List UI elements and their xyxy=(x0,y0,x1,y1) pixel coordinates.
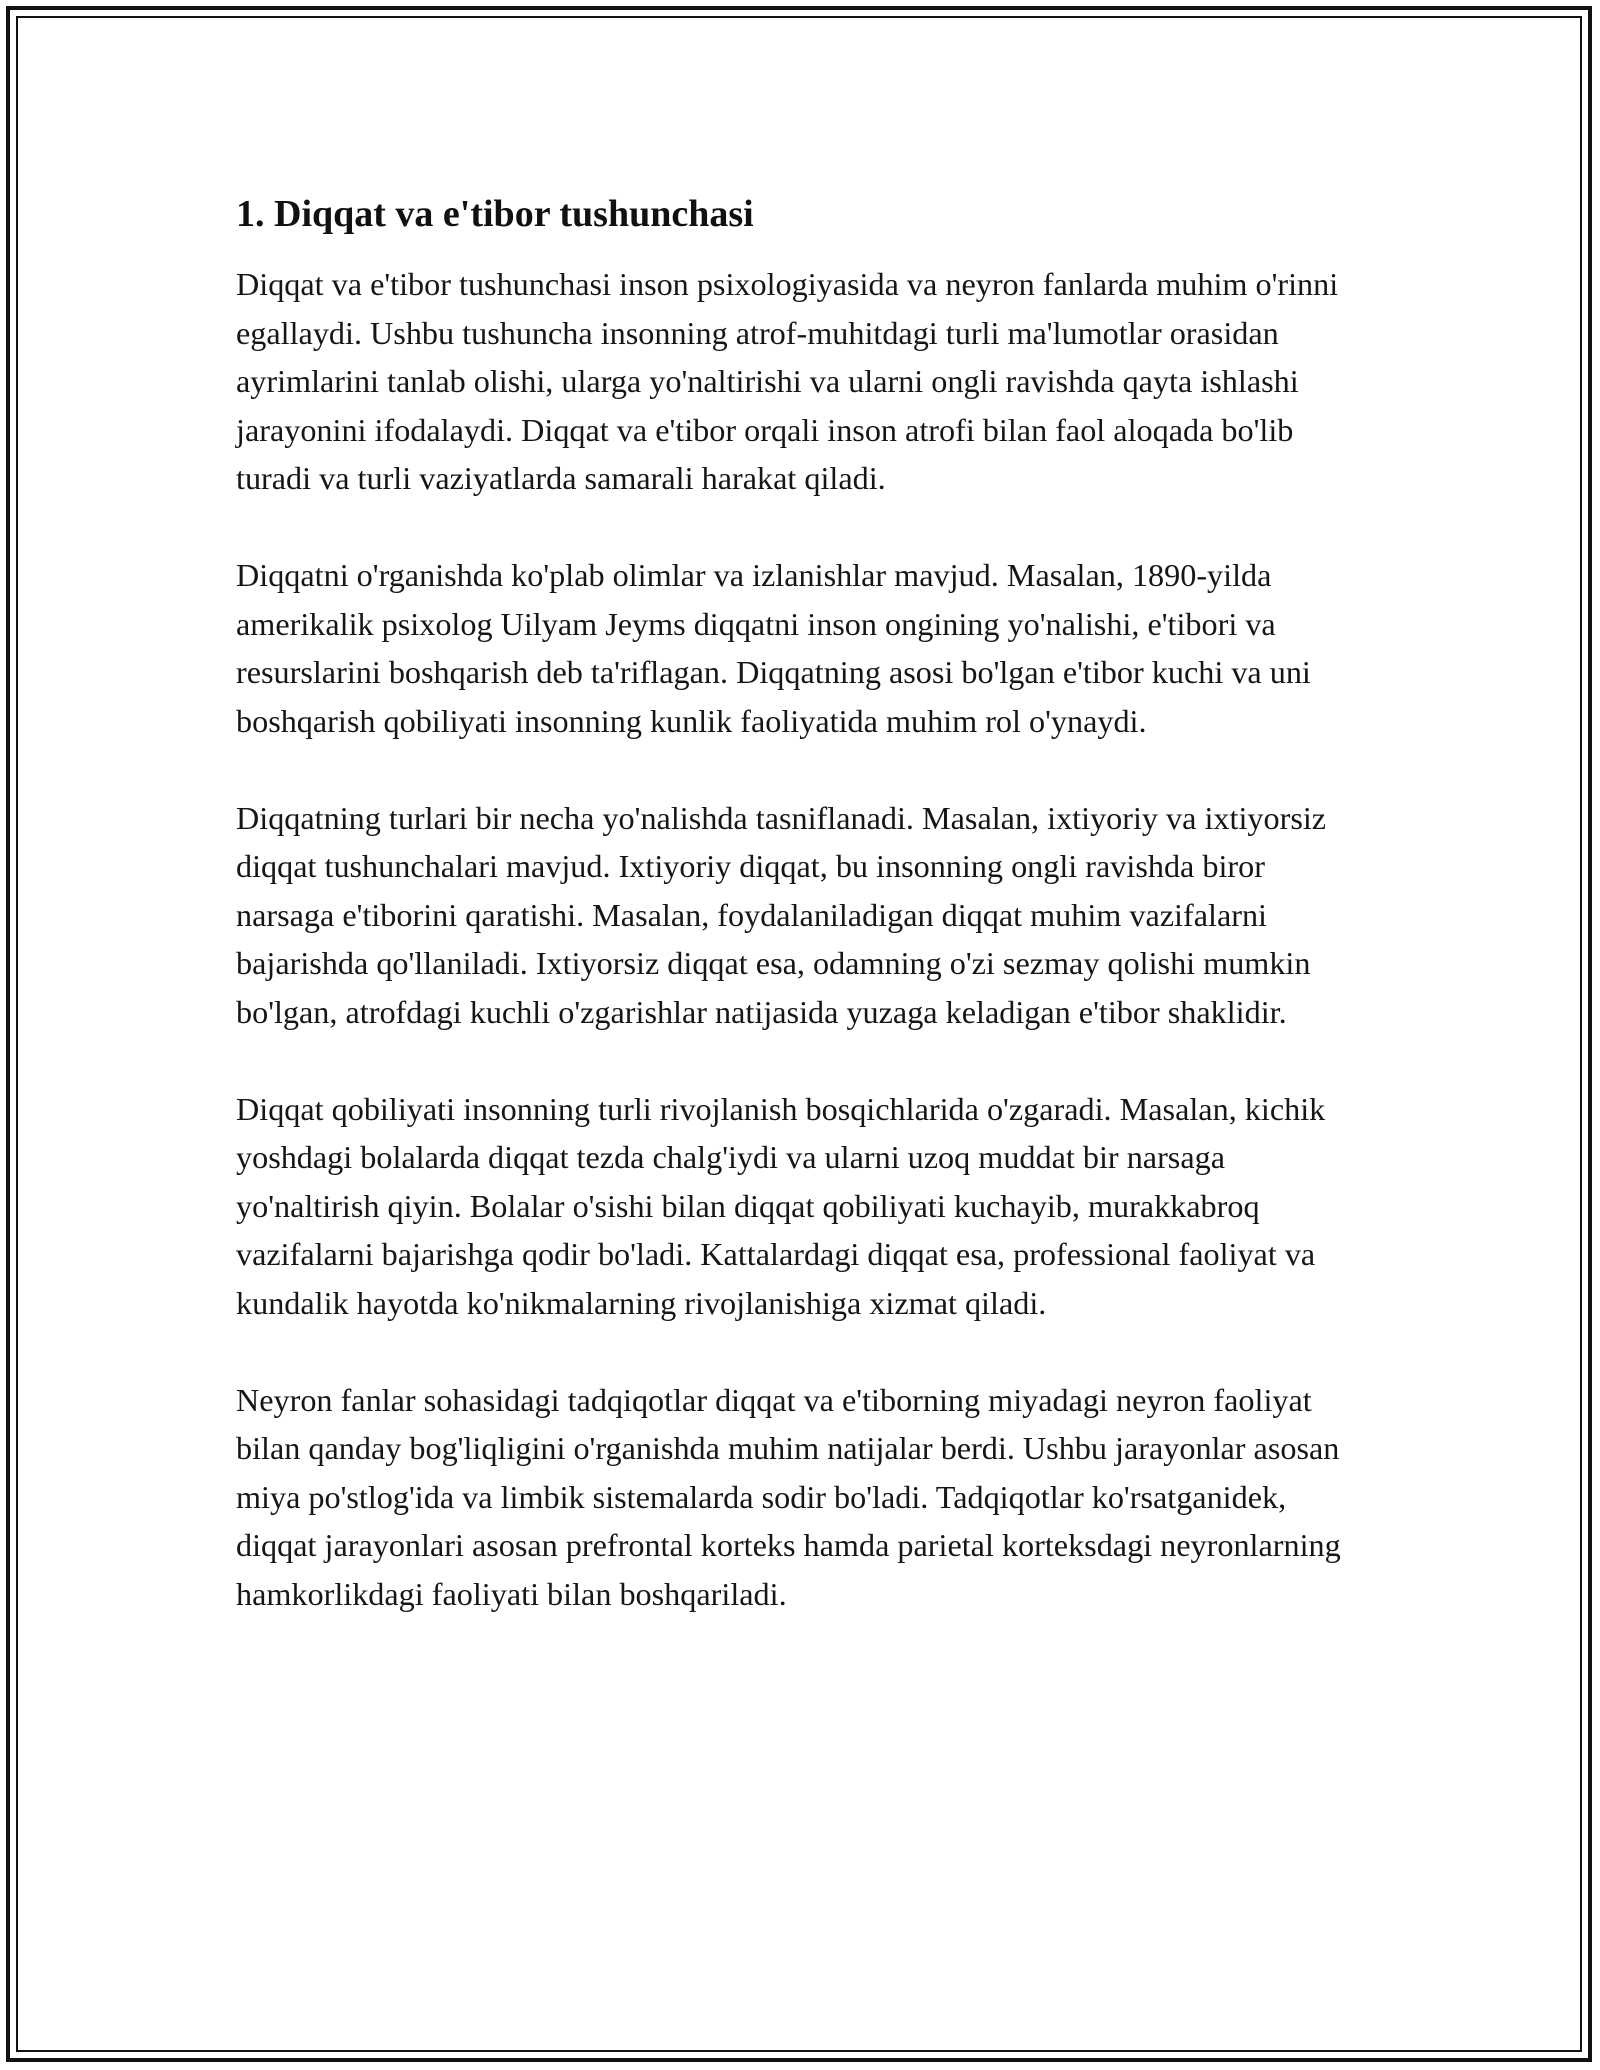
paragraph-history: Diqqatni o'rganishda ko'plab olimlar va izlanishlar mavjud. Masalan, 1890-yilda amerikalik psixolog Uilyam Jeyms diqqatni inson ongining yo'nalishi, e'tibori va resurslarini boshqarish deb ta'riflagan. Diqqatning asosi bo'lgan e'tibor kuchi va uni boshqarish qobiliyati insonning kunlik faoliyatida muhim rol o'ynaydi. xyxy=(236,557,1311,739)
document-body xyxy=(236,186,1360,1667)
paragraph-development: Diqqat qobiliyati insonning turli rivojlanish bosqichlarida o'zgaradi. Masalan, kichik yoshdagi bolalarda diqqat tezda chalg'iydi va ularni uzoq muddat bir narsaga yo'naltirish qiyin. Bolalar o'sishi bilan diqqat qobiliyati kuchayib, murakkabroq vazifalarni bajarishga qodir bo'ladi. Kattalardagi diqqat esa, professional faoliyat va kundalik hayotda ko'nikmalarning rivojlanishiga xizmat qiladi. xyxy=(236,1090,1326,1321)
section-heading: 1. Diqqat va e'tibor tushunchasi xyxy=(236,193,754,235)
paragraph-definition: Diqqat va e'tibor tushunchasi inson psixologiyasida va neyron fanlarda muhim o'rinni egallaydi. Ushbu tushuncha insonning atrof-muhitdagi turli ma'lumotlar orasidan ayrimlarini tanlab olishi, ularga yo'naltirishi va ularni ongli ravishda qayta ishlashi jarayonini ifodalaydi. Diqqat va e'tibor orqali inson atrofi bilan faol aloqada bo'lib turadi va turli vaziyatlarda samarali harakat qiladi. xyxy=(236,266,1339,496)
paragraph-neuroscience: Neyron fanlar sohasidagi tadqiqotlar diqqat va e'tiborning miyadagi neyron faoliyat bilan qanday bog'liqligini o'rganishda muhim natijalar berdi. Ushbu jarayonlar asosan miya po'stlog'ida va limbik sistemalarda sodir bo'ladi. Tadqiqotlar ko'rsatganidek, diqqat jarayonlari asosan prefrontal korteks hamda parietal korteksdagi neyronlarning hamkorlikdagi faoliyati bilan boshqariladi. xyxy=(236,1381,1341,1612)
paragraph-types: Diqqatning turlari bir necha yo'nalishda tasniflanadi. Masalan, ixtiyoriy va ixtiyorsiz diqqat tushunchalari mavjud. Ixtiyoriy diqqat, bu insonning ongli ravishda biror narsaga e'tiborini qaratishi. Masalan, foydalaniladigan diqqat muhim vazifalarni bajarishda qo'llaniladi. Ixtiyorsiz diqqat esa, odamning o'zi sezmay qolishi mumkin bo'lgan, atrofdagi kuchli o'zgarishlar natijasida yuzaga keladigan e'tibor shaklidir. xyxy=(236,799,1327,1030)
